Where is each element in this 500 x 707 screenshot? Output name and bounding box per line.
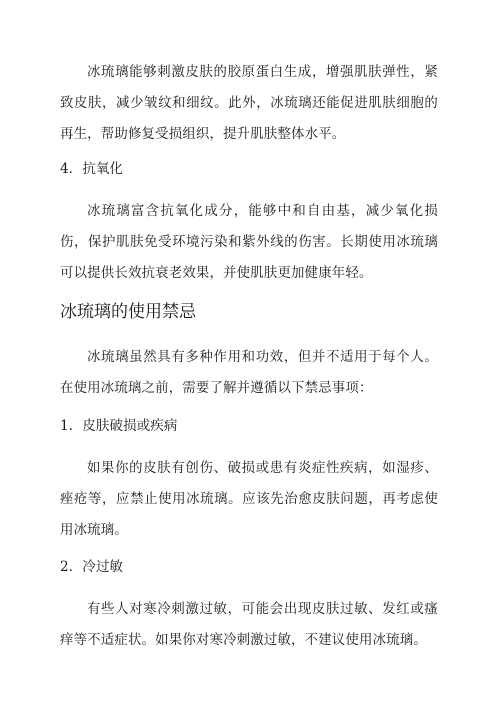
heading-antioxidant: 4．抗氧化 <box>60 161 124 177</box>
heading-damaged-skin: 1．皮肤破损或疾病 <box>60 418 178 434</box>
paragraph-damaged-skin: 如果你的皮肤有创伤、破损或患有炎症性疾病，如湿疹、痤疮等，应禁止使用冰琉璃。应该先治愈皮肤问题，再考虑使用冰琉璃。 <box>60 461 438 538</box>
section-title-contraindications: 冰琉璃的使用禁忌 <box>60 302 196 322</box>
paragraph-cold-allergy: 有些人对寒冷刺激过敏，可能会出现皮肤过敏、发红或瘙痒等不适症状。如果你对寒冷刺激过敏，不建议使用冰琉璃。 <box>60 602 438 648</box>
paragraph-antioxidant: 冰琉璃富含抗氧化成分，能够中和自由基，减少氧化损伤，保护肌肤免受环境污染和紫外线的伤害。长期使用冰琉璃可以提供长效抗衰老效果，并使肌肤更加健康年轻。 <box>60 204 438 281</box>
paragraph-collagen: 冰琉璃能够刺激皮肤的胶原蛋白生成，增强肌肤弹性，紧致皮肤，减少皱纹和细纹。此外，冰琉璃还能促进肌肤细胞的再生，帮助修复受损组织，提升肌肤整体水平。 <box>60 65 438 142</box>
heading-cold-allergy: 2．冷过敏 <box>60 559 124 575</box>
paragraph-contraindications-intro: 冰琉璃虽然具有多种作用和功效，但并不适用于每个人。在使用冰琉璃之前，需要了解并遵循以下禁忌事项： <box>60 350 438 396</box>
